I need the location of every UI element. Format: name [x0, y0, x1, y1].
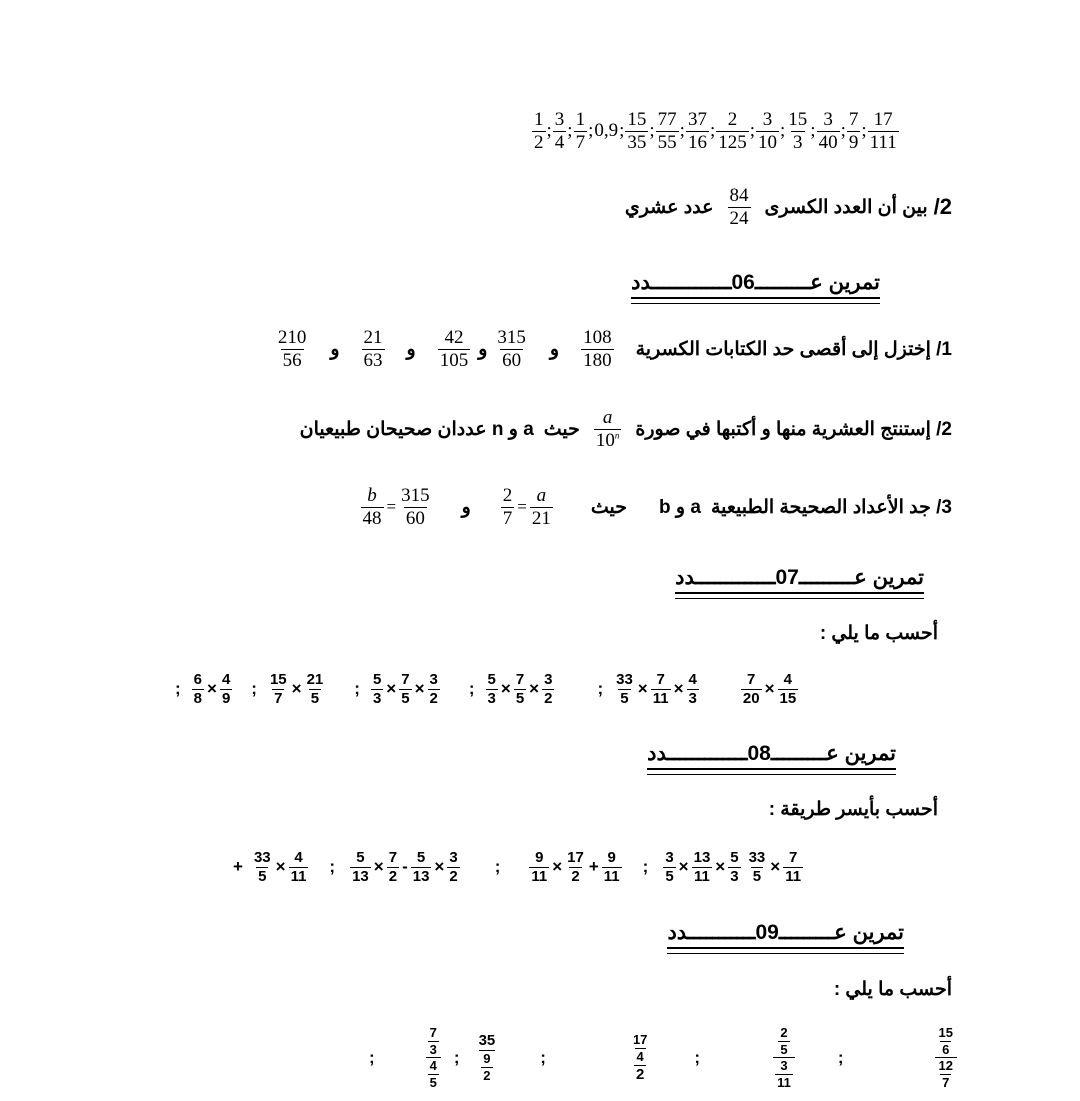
fraction	[289, 850, 309, 885]
numerator: 2	[780, 1025, 788, 1040]
fraction	[530, 486, 553, 529]
equals-sign: =	[386, 497, 397, 517]
conjunction: و	[478, 338, 488, 360]
numerator: 9	[483, 1051, 491, 1067]
compound-denominator	[935, 1057, 957, 1089]
compound-fraction	[426, 1026, 441, 1090]
compound-fraction	[773, 1026, 795, 1090]
numerator: 5	[356, 849, 365, 866]
times-sign: ×	[678, 857, 689, 877]
numerator: 42	[444, 327, 464, 348]
denominator: 7	[274, 689, 283, 707]
fraction	[817, 110, 840, 153]
fraction	[663, 850, 675, 885]
times-sign: ×	[275, 857, 286, 877]
numerator: 5	[487, 671, 496, 688]
semicolon: ;	[175, 679, 181, 699]
fraction	[631, 1033, 649, 1063]
denominator: 3	[688, 689, 697, 707]
fraction	[399, 486, 432, 529]
question-suffix: عدد عشري	[624, 196, 714, 218]
conjunction: و	[406, 338, 416, 360]
compound-fraction	[477, 1033, 498, 1082]
question-number: 2/	[933, 194, 952, 220]
denominator: 111	[869, 131, 897, 153]
denominator: 125	[718, 131, 747, 153]
q3-where: حيث	[590, 496, 628, 518]
fraction	[786, 110, 809, 153]
power-fraction: $\frac{a}{10^n}$	[595, 407, 620, 451]
denominator: 2	[534, 131, 544, 153]
exercise-06-title: تمرين عـــــــــ06ـــــــــــــدد	[631, 270, 880, 299]
denominator: 11	[777, 1074, 791, 1090]
denominator: 21	[531, 507, 551, 529]
fraction	[486, 672, 498, 707]
numerator: 9	[607, 849, 616, 866]
fraction	[565, 850, 586, 885]
times-sign: ×	[373, 857, 384, 877]
separator: ;	[749, 120, 755, 142]
numerator: 5	[416, 849, 426, 866]
times-sign: ×	[291, 679, 302, 699]
decimal-value: 0,9	[594, 120, 619, 142]
denominator: 5	[665, 867, 674, 885]
denominator: 105	[439, 349, 469, 371]
compound-numerator	[426, 1026, 441, 1057]
numerator: 7	[429, 1025, 437, 1040]
separator: ;	[588, 120, 594, 142]
numerator: 1	[534, 109, 544, 130]
numerator: 3	[554, 109, 565, 130]
separator: ;	[546, 120, 552, 142]
denominator: 2	[388, 867, 398, 885]
separator: ;	[619, 120, 625, 142]
fraction	[692, 850, 713, 885]
fraction	[276, 328, 309, 371]
denominator: 56	[282, 349, 302, 371]
denominator: 48	[362, 507, 382, 529]
numerator: 3	[762, 109, 773, 130]
denominator: 6	[942, 1041, 950, 1057]
compound-fraction	[935, 1026, 957, 1090]
fraction-list	[532, 110, 899, 153]
q1-label: 1/ إختزل إلى أقصى حد الكتابات الكسرية	[635, 338, 952, 360]
numerator: 7	[747, 671, 756, 688]
denominator: 9	[848, 131, 859, 153]
fraction	[371, 672, 383, 707]
semicolon: ;	[694, 1047, 701, 1067]
exercise-09-expressions	[366, 1026, 957, 1090]
compound-numerator	[776, 1026, 791, 1057]
exercise-09-instruction: أحسب ما يلي :	[833, 979, 952, 1000]
numerator: 4	[783, 671, 793, 688]
denominator: 4	[554, 131, 565, 153]
fraction	[361, 486, 384, 529]
conjunction: و	[549, 338, 560, 360]
semicolon: ;	[453, 1047, 460, 1067]
compound-denominator	[479, 1050, 494, 1082]
separator: ;	[679, 120, 685, 142]
q3-conj: و	[461, 496, 471, 518]
denominator: 5	[515, 689, 525, 707]
fraction	[192, 672, 204, 707]
denominator: 5	[310, 689, 320, 707]
numerator: 315	[497, 327, 526, 348]
denominator: 5	[752, 867, 762, 885]
semicolon: ;	[642, 857, 649, 877]
fraction	[428, 1059, 439, 1089]
numerator: 77	[657, 109, 677, 130]
separator: ;	[840, 120, 846, 142]
plus-sign: +	[233, 857, 243, 877]
numerator: 3	[429, 671, 438, 688]
denominator: 180	[583, 349, 612, 371]
exercise-07-title: تمرين عـــــــــ07ـــــــــــــدد	[675, 565, 924, 594]
fraction	[728, 850, 740, 885]
denominator: 11	[290, 867, 307, 885]
exercise-08-title: تمرين عـــــــــ08ـــــــــــــدد	[647, 741, 896, 770]
fraction	[581, 328, 614, 371]
denominator: 40	[818, 131, 838, 153]
denominator: 11	[694, 867, 710, 885]
fraction	[716, 110, 749, 153]
numerator: 3	[665, 849, 674, 866]
denominator: 11	[785, 867, 802, 885]
fraction	[775, 1059, 793, 1089]
denominator: 7	[502, 507, 513, 529]
numerator: 17	[632, 1032, 648, 1048]
numerator: 15	[788, 109, 808, 130]
compound-denominator	[634, 1065, 646, 1083]
minus-sign: -	[402, 857, 408, 877]
fraction	[625, 110, 648, 153]
fraction	[937, 1059, 955, 1089]
denominator: 35	[627, 131, 647, 153]
denominator: 2	[449, 867, 458, 885]
times-sign: ×	[715, 857, 726, 877]
fraction	[542, 672, 554, 707]
fraction	[614, 672, 635, 707]
fraction	[747, 850, 768, 885]
q3-label: 3/ جد الأعداد الصحيحة الطبيعية	[710, 496, 952, 518]
fraction	[651, 672, 671, 707]
decimal-question	[625, 186, 952, 229]
denominator: 3	[487, 689, 496, 707]
semicolon: ;	[468, 679, 475, 699]
fraction	[411, 850, 432, 885]
conjunction: و	[330, 338, 340, 360]
fraction	[501, 486, 515, 529]
numerator: 12	[938, 1058, 953, 1074]
fraction	[268, 672, 289, 707]
numerator: 4	[688, 671, 697, 688]
fraction	[868, 110, 899, 153]
fraction	[252, 850, 273, 885]
numerator: 1	[575, 109, 586, 130]
fraction	[741, 672, 762, 707]
denominator: 60	[502, 349, 522, 371]
denominator: 5	[258, 867, 267, 885]
numerator: 21	[306, 671, 324, 688]
times-sign: ×	[529, 679, 540, 699]
semicolon: ;	[251, 679, 257, 699]
exercise-06-q1	[276, 328, 952, 371]
times-sign: ×	[673, 679, 684, 699]
times-sign: ×	[552, 857, 563, 877]
numerator: 210	[277, 327, 307, 348]
numerator: 4	[294, 849, 303, 866]
fraction	[847, 110, 861, 153]
numerator: 7	[788, 849, 798, 866]
denominator: 63	[363, 349, 383, 371]
denominator: 7	[942, 1074, 950, 1090]
question-text: بين أن العدد الكسرى	[764, 196, 928, 218]
denominator: 3	[429, 1041, 437, 1057]
times-sign: ×	[500, 679, 511, 699]
denominator: 16	[687, 131, 707, 153]
times-sign: ×	[386, 679, 397, 699]
exercise-09-title: تمرين عـــــــــ09ـــــــــــدد	[667, 920, 904, 949]
separator: ;	[780, 120, 786, 142]
exercise-08-expressions	[230, 850, 803, 885]
number: 35	[478, 1032, 496, 1050]
numerator: 7	[401, 671, 410, 688]
denominator: 60	[405, 507, 425, 529]
numerator: 108	[583, 327, 612, 348]
denominator: 20	[742, 689, 760, 707]
fraction	[778, 672, 799, 707]
fraction	[387, 850, 399, 885]
plus-sign: +	[588, 857, 599, 877]
times-sign: ×	[434, 857, 445, 877]
numerator: 3	[780, 1058, 788, 1074]
numerator: 15	[938, 1025, 953, 1040]
exercise-06-q2	[300, 408, 952, 451]
denominator: 3	[793, 131, 803, 153]
compound-numerator	[629, 1033, 651, 1064]
times-sign: ×	[637, 679, 648, 699]
fraction	[305, 672, 326, 707]
denominator: 2	[429, 689, 438, 707]
fraction	[756, 110, 779, 153]
exercise-06-q3	[361, 486, 953, 529]
numerator: 3	[449, 849, 458, 866]
denominator: 13	[412, 867, 430, 885]
numerator: 7	[656, 671, 665, 688]
denominator: 5	[620, 689, 629, 707]
denominator: 10	[758, 131, 777, 153]
numerator: 2	[502, 485, 513, 506]
denominator: 5	[429, 1074, 437, 1090]
exercise-07-instruction: أحسب ما يلي :	[819, 623, 938, 644]
semicolon: ;	[329, 857, 336, 877]
fraction	[438, 328, 471, 371]
numerator: 17	[873, 109, 893, 130]
times-sign: ×	[764, 679, 775, 699]
fraction	[481, 1052, 492, 1082]
numerator: 9	[535, 849, 544, 866]
fraction	[350, 850, 371, 885]
denominator: 2	[544, 689, 553, 707]
denominator: 8	[193, 689, 203, 707]
equation-1	[501, 486, 553, 529]
numerator: 21	[363, 327, 383, 348]
fraction	[687, 672, 699, 707]
q2-label: 2/ إستنتج العشرية منها و أكتبها في صورة	[635, 418, 952, 440]
fraction: $\frac{84}{24}$	[729, 185, 749, 229]
numerator: 3	[823, 109, 833, 130]
fraction	[362, 328, 385, 371]
numerator: 5	[372, 671, 382, 688]
numerator: 7	[848, 109, 859, 130]
fraction	[656, 110, 679, 153]
denominator: 13	[352, 867, 369, 885]
numerator: 4	[221, 671, 231, 688]
q2-tail: a و n عددان صحيحان طبيعيان	[299, 418, 534, 440]
numerator: 13	[693, 849, 711, 866]
numerator: 15	[627, 109, 647, 130]
exercise-08-instruction: أحسب بأيسر طريقة :	[768, 799, 938, 820]
denominator: 4	[636, 1048, 644, 1064]
denominator: 55	[657, 131, 677, 153]
numerator: b	[367, 485, 377, 506]
numerator: 3	[544, 671, 553, 688]
times-sign: ×	[207, 679, 217, 699]
numerator: 17	[567, 849, 584, 866]
separator: ;	[649, 120, 655, 142]
semicolon: ;	[369, 1047, 375, 1067]
numerator: 33	[748, 849, 766, 866]
numerator: 7	[515, 671, 525, 688]
equation-2	[361, 486, 432, 529]
fraction	[553, 110, 567, 153]
numerator: 7	[388, 849, 398, 866]
denominator: 7	[575, 131, 586, 153]
denominator: 11	[603, 867, 620, 885]
fraction	[428, 1026, 439, 1056]
times-sign: ×	[770, 857, 781, 877]
fraction	[602, 850, 622, 885]
number: 2	[636, 1065, 645, 1083]
numerator: 33	[253, 849, 271, 866]
semicolon: ;	[837, 1047, 844, 1067]
q3-vars: a و b	[659, 496, 701, 518]
fraction	[428, 672, 440, 707]
compound-denominator	[773, 1057, 795, 1089]
compound-fraction	[629, 1033, 651, 1082]
fraction	[686, 110, 709, 153]
numerator: 4	[429, 1058, 437, 1074]
separator: ;	[567, 120, 573, 142]
separator: ;	[709, 120, 716, 142]
fraction	[399, 672, 411, 707]
fraction	[220, 672, 232, 707]
fraction	[532, 110, 546, 153]
numerator: a	[536, 485, 547, 506]
denominator: 11	[531, 867, 548, 885]
fraction	[574, 110, 588, 153]
numerator: 315	[401, 485, 430, 506]
numerator: 5	[730, 849, 739, 866]
denominator: 3	[730, 867, 739, 885]
denominator: 3	[372, 689, 382, 707]
numerator: 6	[193, 671, 203, 688]
numerator: 37	[687, 109, 707, 130]
numerator: 33	[616, 671, 633, 688]
numerator: 2	[727, 109, 738, 130]
separator: ;	[810, 120, 816, 142]
denominator: 11	[652, 689, 669, 707]
fraction	[783, 850, 803, 885]
denominator: 2	[571, 867, 580, 885]
semicolon: ;	[494, 857, 501, 877]
compound-numerator	[935, 1026, 957, 1057]
denominator: 5	[780, 1041, 788, 1057]
compound-numerator	[477, 1033, 498, 1050]
fraction	[514, 672, 526, 707]
denominator: 15	[779, 689, 797, 707]
fraction	[495, 328, 528, 371]
semicolon: ;	[540, 1047, 546, 1067]
exercise-07-expressions	[172, 672, 798, 707]
compound-denominator	[426, 1057, 441, 1089]
semicolon: ;	[597, 679, 604, 699]
separator: ;	[861, 120, 867, 142]
denominator: 9	[221, 689, 231, 707]
denominator: 2	[483, 1067, 491, 1083]
fraction	[937, 1026, 955, 1056]
times-sign: ×	[414, 679, 425, 699]
fraction	[778, 1026, 789, 1056]
semicolon: ;	[354, 679, 360, 699]
denominator: 5	[401, 689, 410, 707]
fraction	[447, 850, 459, 885]
equals-sign: =	[517, 497, 527, 517]
q2-where: حيث	[543, 418, 580, 440]
fraction	[529, 850, 549, 885]
numerator: 15	[269, 671, 287, 688]
